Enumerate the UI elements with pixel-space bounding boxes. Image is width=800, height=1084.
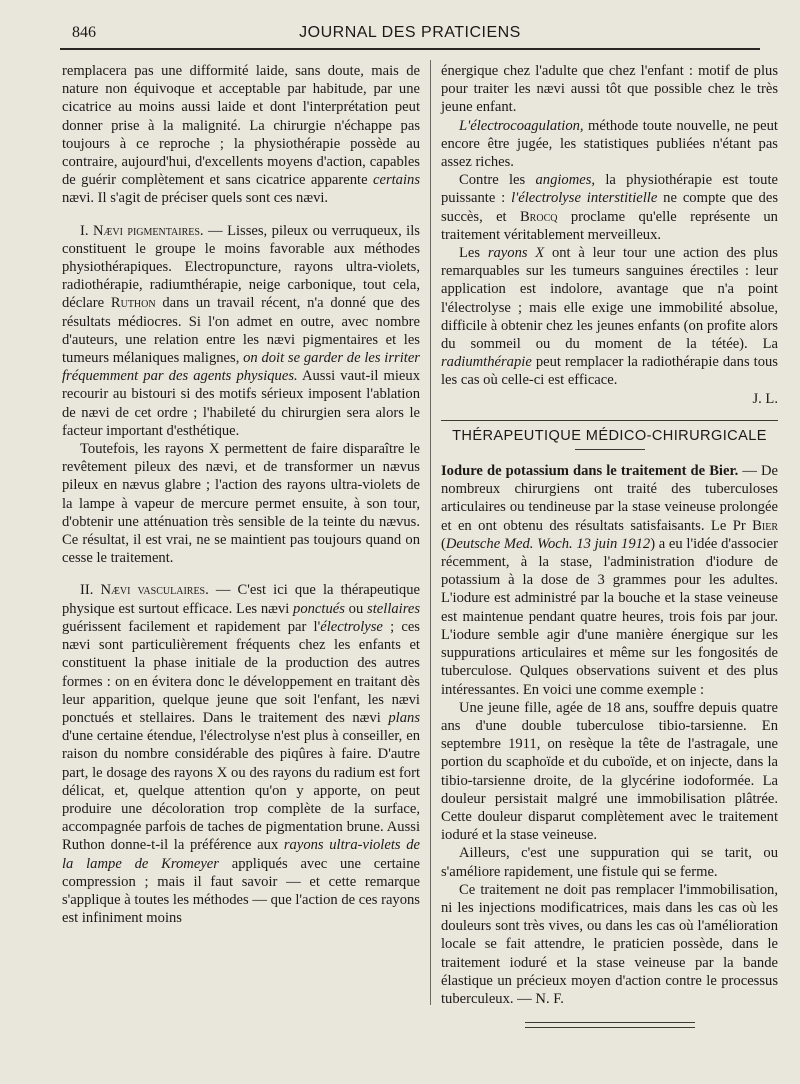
- section-divider: [441, 420, 778, 421]
- paragraph: Ce traitement ne doit pas remplacer l'immobilisation, ni les injections modificatrices, mais dans les cas où les douleurs sont très vives, ou dans les cas où l'amélioration locale se fait attendre, le praticien possède, dans le traitement ioduré et la stase veineuse par la bande élastique un précieux moyen d'action contre le processus tuberculeux. — N. F.: [441, 881, 778, 1007]
- paragraph: Contre les angiomes, la physiothérapie est toute puissante : l'électrolyse interstitielle ne compte que des succès, et Brocq proclame qu'elle représente un traitement véritablement merveilleux.: [441, 172, 779, 243]
- column-rule: [430, 60, 431, 1005]
- right-column: [441, 62, 778, 1028]
- section-title: THÉRAPEUTIQUE MÉDICO-CHIRURGICALE: [452, 427, 767, 444]
- section-naevi-vasculaires: II. Nævi vasculaires. — C'est ici que la thérapeutique physique est surtout efficace. Les nævi ponctués ou stellaires guérissent facilement et rapidement par l'électrolyse ; ces nævi sont particulièrement fréquents chez les enfants et constituent la phase initiale de la production des autres formes : on en évitera donc le développement en traitant dès leur apparition, quelque jeune que soit l'enfant, les nævi ponctués et stellaires. Dans le traitement des nævi plans d'une certaine étendue, l'électrolyse n'est plus à conseiller, en raison du nombre considérable des piqûres à faire. D'autre part, le dosage des rayons X ou des rayons du radium est fort délicat, et, quelque attention qu'on y apporte, on peut produire une décoloration trop complète de la surface, accompagnée parfois de taches de pigmentation brune. Aussi Ruthon donne-t-il la préférence aux rayons ultra-violets de la lampe de Kromeyer appliqués avec une certaine compression ; mais il faut savoir — et cette remarque s'applique à toutes les méthodes — que l'action de ces rayons est infiniment moins: [62, 582, 421, 927]
- article-paragraph: Iodure de potassium dans le traitement de Bier. — De nombreux chirurgiens ont traité des tuberculoses articulaires ou tendineuse par la stase veineuse prolongée et en ont obtenu des résultats satisfaisants. Le Pr Bier (Deutsche Med. Woch. 13 juin 1912) a eu l'idée d'associer récemment, à la stase, l'administration d'iodure de potassium à la dose de 3 grammes pour les adultes. L'iodure est administré par la bouche et la stase veineuse est maintenue pendant quatre heures, trois fois par jour. L'iodure semble agir d'une manière énergique sur les suppurations articulaires et même sur les fongosités de tuberculose. Qulques observations suivent et des plus intéressantes. En voici une comme exemple :: [441, 463, 778, 698]
- paragraph: Une jeune fille, agée de 18 ans, souffre depuis quatre ans d'une double tuberculose tibio-tarsienne. En septembre 1911, on resèque la tête de l'astragale, une portion du scaphoïde et du cuboïde, et on injecte, dans la tibio-tarsienne droite, de la glycérine iodoformée. La douleur persistait malgré une immobilisation plâtrée. Cette douleur disparut complètement avec le traitement ioduré et la stase veineuse.: [441, 699, 778, 844]
- subheading: II. Nævi vasculaires.: [80, 582, 209, 599]
- journal-title: JOURNAL DES PRATICIENS: [299, 24, 521, 41]
- page-number: 846: [72, 24, 96, 41]
- section-naevi-pigmentaires: I. Nævi pigmentaires. — Lisses, pileux ou verruqueux, ils constituent le groupe le moins favorable aux méthodes physiothérapiques. Electropuncture, rayons ultra-violets, radiothérapie, radiumthérapie, neige carbonique, tout cela, déclare Ruthon dans un travail récent, n'a donné que des résultats médiocres. Si l'on admet en outre, avec nombre d'auteurs, une relation entre les nævi pigmentaires et les tumeurs mélaniques malignes, on doit se garder de les irriter fréquemment par des agents physiques. Aussi vaut-il mieux recourir au bistouri si des motifs sérieux imposent l'ablation de nævi de cet ordre ; l'habileté du chirurgien sera alors le facteur important d'esthétique.: [62, 222, 420, 439]
- subheading: I. Nævi pigmentaires.: [80, 222, 204, 239]
- end-divider: [525, 1022, 695, 1028]
- left-column: [62, 62, 420, 927]
- paragraph: Ailleurs, c'est une suppuration qui se tarit, ou s'améliore rapidement, une fistule qui se ferme.: [441, 845, 778, 880]
- article-title: Iodure de potassium dans le traitement de Bier.: [441, 463, 739, 480]
- short-divider: [575, 449, 645, 450]
- running-header: [60, 22, 760, 50]
- author-signature: J. L.: [752, 390, 778, 407]
- paragraph: remplacera pas une difformité laide, sans doute, mais de nature non équivoque et acceptable par habitude, par une cicatrice au moins aussi laide et dont l'interprétation peut donner prise à la malignité. La chirurgie n'échappe pas toujours à ce reproche ; la physiothérapie possède au contraire, aujourd'hui, d'excellents moyens d'action, capables de guérir complètement et sans cicatrice apparente certains nævi. Il s'agit de préciser quels sont ces nævi.: [62, 63, 421, 207]
- paragraph: L'électrocoagulation, méthode toute nouvelle, ne peut encore être jugée, les statistiques publiées n'étant pas assez riches.: [441, 117, 778, 171]
- paragraph: Toutefois, les rayons X permettent de faire disparaître le revêtement pileux des nævi, et de transformer un nævus pileux en nævus glabre ; l'action des rayons ultra-violets de la lampe à vapeur de mercure permet ensuite, à son tour, d'obtenir une atténuation très sensible de la teinte du nævus. Ce résultat, il est vrai, ne se maintient pas toujours quand on cesse le traitement.: [62, 441, 420, 567]
- paragraph: énergique chez l'adulte que chez l'enfant : motif de plus pour traiter les nævi aussi tôt que possible chez le très jeune enfant.: [441, 63, 778, 116]
- paragraph: Les rayons X ont à leur tour une action des plus remarquables sur les tumeurs sanguines érectiles : leur application est indolore, avantage que n'a point l'électrolyse ; mais elle exige une immobilité absolue, difficile à obtenir chez les jeunes enfants (on profite alors du sommeil ou du moment de la tétée). La radiumthérapie peut remplacer la radiothérapie dans tous les cas où celle-ci est efficace.: [441, 245, 778, 389]
